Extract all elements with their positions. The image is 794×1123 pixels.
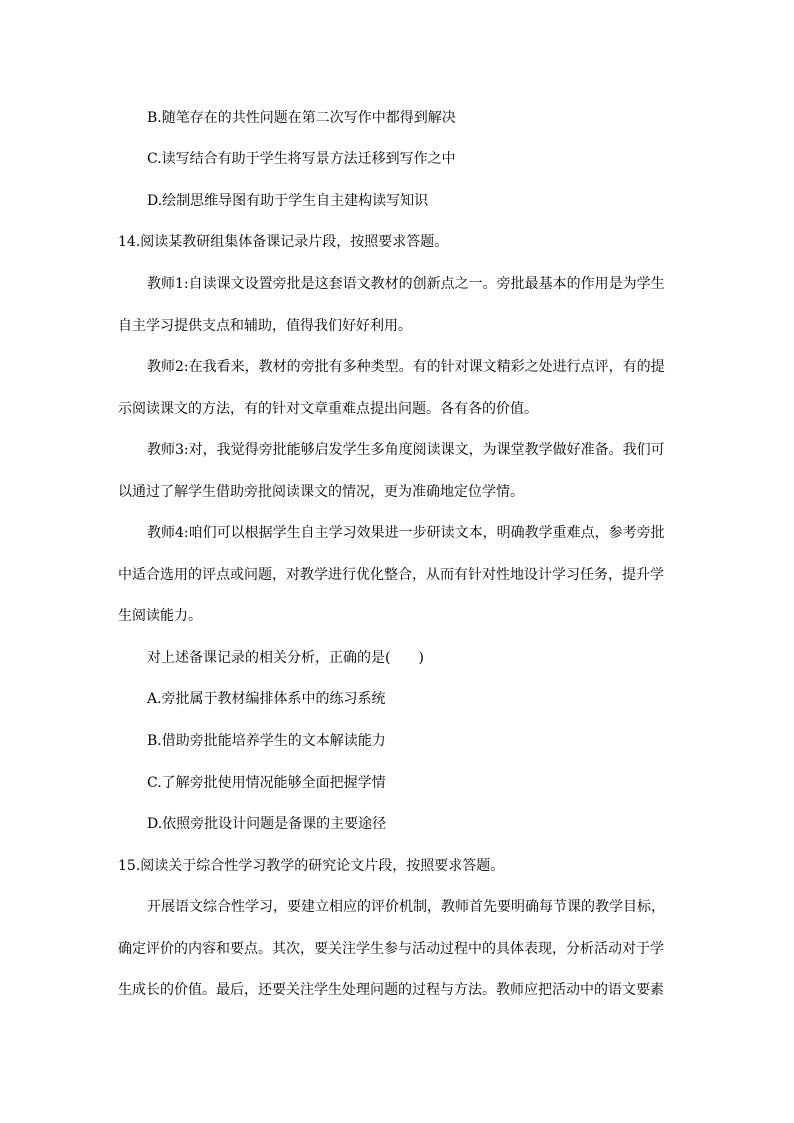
q14-option-a: A.旁批属于教材编排体系中的练习系统 [147, 691, 386, 707]
q14-option-d: D.依照旁批设计问题是备课的主要途径 [147, 816, 387, 832]
q14-teacher1-line2: 自主学习提供支点和辅助，值得我们好好利用。 [118, 318, 412, 334]
q15-stem: 15.阅读关于综合性学习教学的研究论文片段，按照要求答题。 [118, 858, 505, 874]
q13-option-b: B.随笔存在的共性问题在第二次写作中都得到解决 [147, 110, 456, 126]
q13-option-d: D.绘制思维导图有助于学生自主建构读写知识 [147, 193, 429, 209]
q14-option-b: B.借助旁批能培养学生的文本解读能力 [147, 733, 386, 749]
q14-teacher4-line1: 教师4:咱们可以根据学生自主学习效果进一步研读文本，明确教学重难点，参考旁批 [147, 525, 665, 541]
q13-option-c: C.读写结合有助于学生将写景方法迁移到写作之中 [147, 151, 456, 167]
q14-teacher4-line3: 生阅读能力。 [118, 608, 202, 624]
q15-paragraph-line2: 确定评价的内容和要点。其次，要关注学生参与活动过程中的具体表现，分析活动对于学 [118, 941, 664, 957]
q14-teacher1-line1: 教师1:自读课文设置旁批是这套语文教材的创新点之一。旁批最基本的作用是为学生 [147, 276, 665, 292]
q14-stem: 14.阅读某教研组集体备课记录片段，按照要求答题。 [118, 234, 449, 250]
q15-paragraph-line3: 生成长的价值。最后，还要关注学生处理问题的过程与方法。教师应把活动中的语文要素 [118, 982, 664, 998]
q14-teacher2-line2: 示阅读课文的方法，有的针对文章重难点提出问题。各有各的价值。 [118, 401, 538, 417]
q14-teacher4-line2: 中适合选用的评点或问题，对教学进行优化整合，从而有针对性地设计学习任务，提升学 [118, 567, 664, 583]
q14-teacher2-line1: 教师2:在我看来，教材的旁批有多种类型。有的针对课文精彩之处进行点评，有的提 [147, 359, 665, 375]
q14-teacher3-line1: 教师3:对，我觉得旁批能够启发学生多角度阅读课文，为课堂教学做好准备。我们可 [147, 442, 665, 458]
q15-paragraph-line1: 开展语文综合性学习，要建立相应的评价机制，教师首先要明确每节课的教学目标， [147, 899, 665, 915]
q14-option-c: C.了解旁批使用情况能够全面把握学情 [147, 775, 386, 791]
q14-teacher3-line2: 以通过了解学生借助旁批阅读课文的情况，更为准确地定位学情。 [118, 484, 524, 500]
q14-question: 对上述备课记录的相关分析，正确的是( ) [147, 650, 424, 666]
